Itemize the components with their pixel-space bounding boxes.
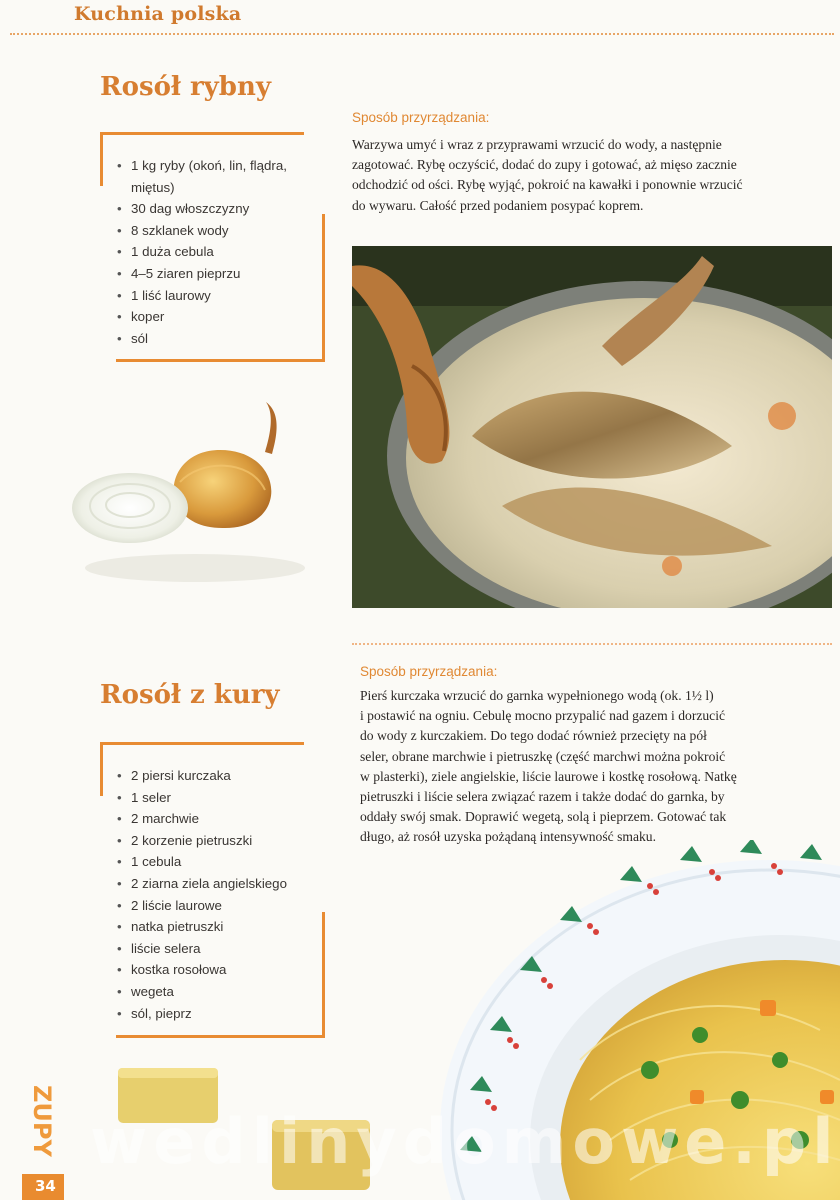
ingredient: • 1 kg ryby (okoń, lin, flądra, miętus): [117, 155, 317, 198]
page-header: [0, 0, 840, 36]
fish-soup-photo: [352, 246, 832, 608]
ingredient: • natka pietruszki: [117, 916, 317, 938]
watermark: wedlinydomowe.pl: [90, 1105, 840, 1178]
onion-image: [60, 390, 320, 590]
ingredient: • 1 cebula: [117, 851, 317, 873]
ingredient: • 4–5 ziaren pieprzu: [117, 263, 317, 285]
ingredient: • 2 ziarna ziela angielskiego: [117, 873, 317, 895]
section-side-label: ZUPY: [28, 1085, 56, 1157]
ingredient: • sól: [117, 328, 317, 350]
section-title: Kuchnia polska: [74, 3, 242, 25]
ingredient: • 2 liście laurowe: [117, 895, 317, 917]
ingredient: • wegeta: [117, 981, 317, 1003]
recipe-title: Rosół z kury: [100, 680, 280, 710]
ingredient: • kostka rosołowa: [117, 959, 317, 981]
method-text: Pierś kurczaka wrzucić do garnka wypełnionego wodą (ok. 1½ l) i postawić na ogniu. Cebulę mocno przypalić nad gazem i dorzucić do wody z kurczakiem. Do tego dodać również przecięty na pół seler, obrane marchwie i pietruszkę (część marchwi można pokroić w plasterki), ziele angielskie, liście laurowe i kostkę rosołową. Natkę pietruszki i liście selera związać razem i także dodać do garnka, by oddały swój smak. Doprawić wegetą, solą i pieprzem. Gotować tak długo, aż rosół uzyska pożądaną intensywność smaku.: [360, 688, 737, 845]
ingredient: • koper: [117, 306, 317, 328]
ingredient: • 2 korzenie pietruszki: [117, 830, 317, 852]
ingredient: • 1 liść laurowy: [117, 285, 317, 307]
ingredient: • 1 duża cebula: [117, 241, 317, 263]
ingredient: • 2 piersi kurczaka: [117, 765, 317, 787]
method-heading: Sposób przyrządzania:: [352, 110, 490, 125]
ingredients-list: [117, 765, 317, 1024]
ingredient: • 1 seler: [117, 787, 317, 809]
method-text: Warzywa umyć i wraz z przyprawami wrzucić do wody, a następnie zagotować. Rybę oczyścić, dodać do zupy i gotować, aż mięso zacznie odchodzić od ości. Rybę wyjąć, pokroić na kawałki i ponownie wrzucić do wywaru. Całość przed podaniem posypać koprem.: [352, 137, 743, 213]
recipe-title: Rosół rybny: [100, 72, 271, 102]
section-divider: [352, 643, 832, 645]
ingredient: • 8 szklanek wody: [117, 220, 317, 242]
ingredient: • 30 dag włoszczyzny: [117, 198, 317, 220]
method-heading: Sposób przyrządzania:: [360, 664, 498, 679]
header-rule: [10, 33, 834, 35]
ingredient: • sól, pieprz: [117, 1003, 317, 1025]
ingredient: • 2 marchwie: [117, 808, 317, 830]
page-number: 34: [22, 1174, 64, 1200]
ingredient: • liście selera: [117, 938, 317, 960]
ingredients-list: [117, 155, 317, 349]
